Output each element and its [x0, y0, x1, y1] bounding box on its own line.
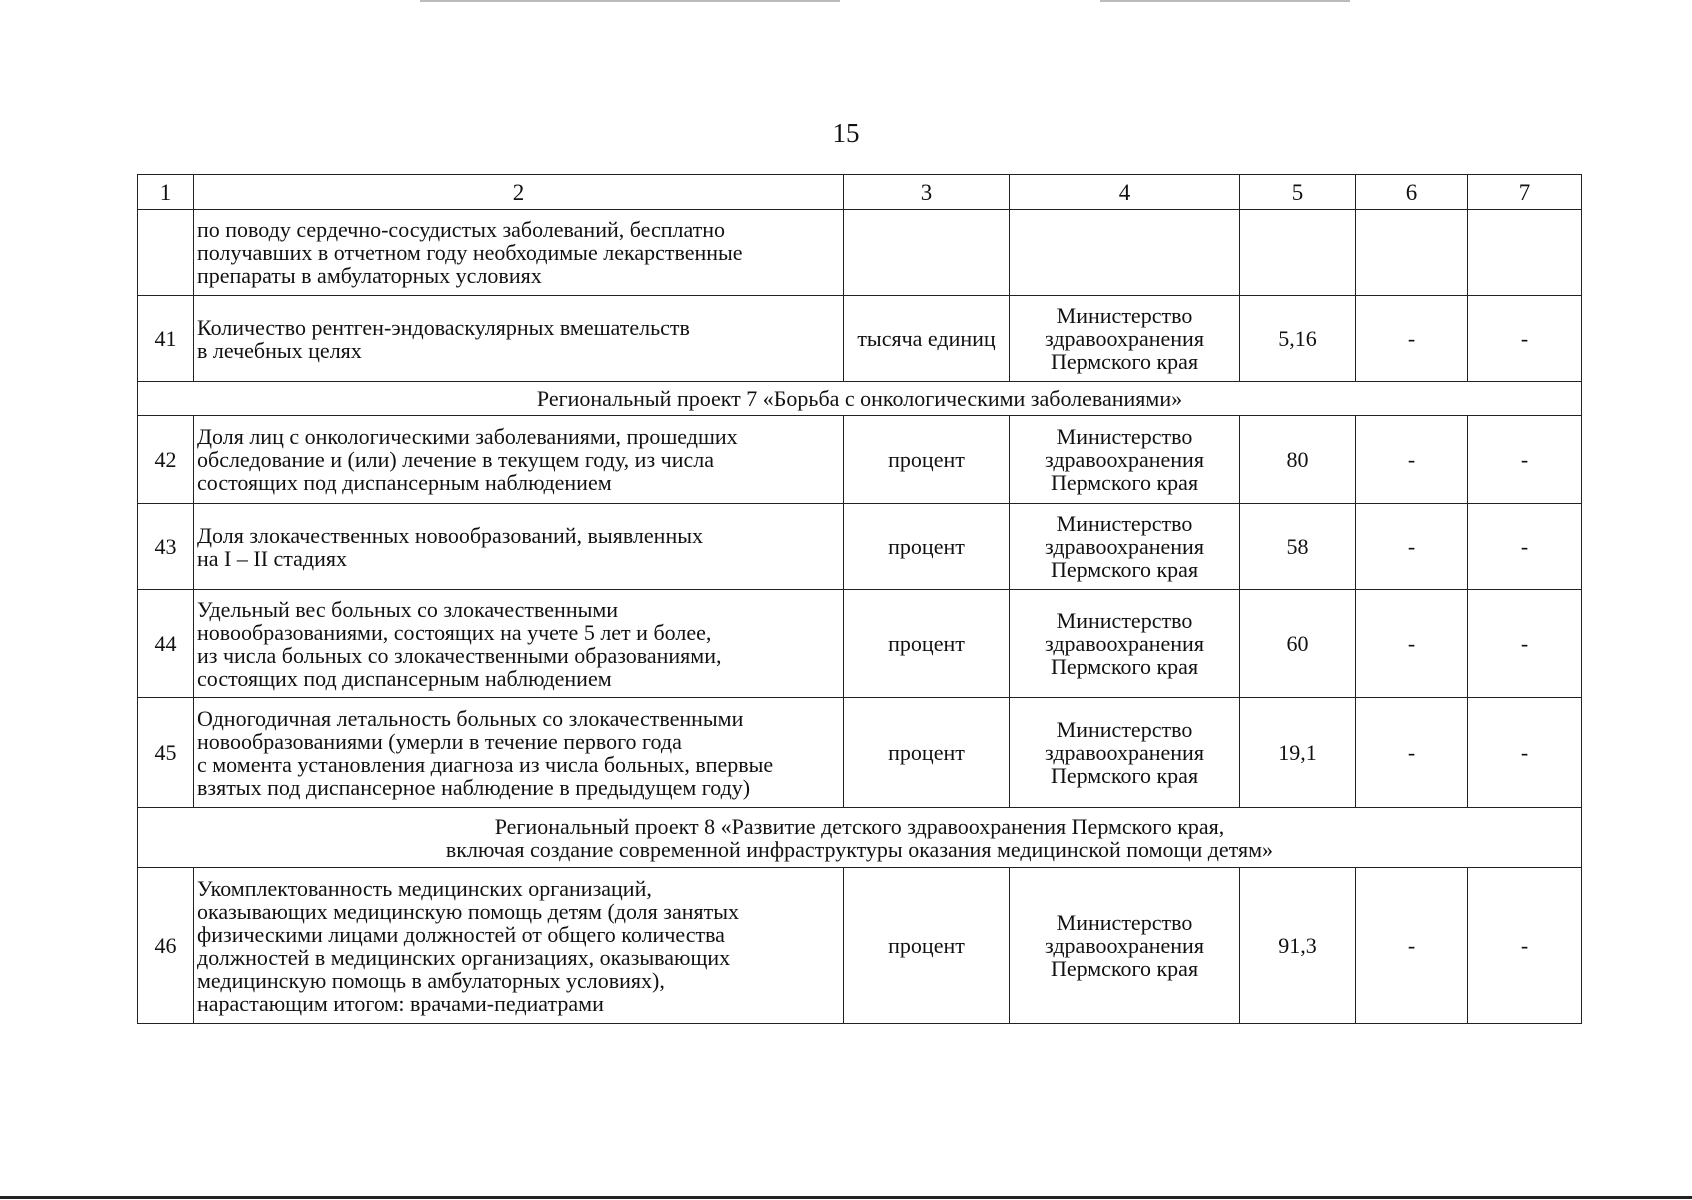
indicator-name-line: состоящих под диспансерным наблюдением — [197, 470, 612, 495]
table-row-46 — [138, 868, 1582, 1024]
column-7-cell: - — [1468, 504, 1582, 590]
column-number-5: 5 — [1240, 175, 1356, 210]
scan-edge-line — [420, 0, 840, 2]
indicator-name-line: физическими лицами должностей от общего количества — [197, 921, 725, 947]
responsible-line: здравоохранения — [1045, 933, 1204, 958]
indicator-name-line: оказывающих медицинскую помощь детям (доля занятых — [197, 898, 740, 924]
section-title-line: Региональный проект 7 «Борьба с онкологическими заболеваниями» — [536, 386, 1183, 411]
column-number-7: 7 — [1468, 175, 1582, 210]
responsible-cell — [1010, 210, 1240, 296]
responsible-line: Пермского края — [1050, 349, 1199, 374]
table-row-45 — [138, 698, 1582, 808]
table-row-41 — [138, 296, 1582, 382]
section-row-project-8 — [138, 808, 1582, 868]
responsible-line: Пермского края — [1050, 763, 1199, 788]
responsible-line: здравоохранения — [1045, 631, 1204, 656]
row-number-cell: 41 — [138, 296, 194, 382]
indicator-name-cell — [194, 210, 844, 296]
indicator-name-line: должностей в медицинских организациях, оказывающих — [197, 944, 731, 970]
table-row-continuation — [138, 210, 1582, 296]
indicator-name-line: Количество рентген-эндоваскулярных вмешательств — [197, 314, 690, 340]
indicator-name-line: из числа больных со злокачественными образованиями, — [197, 642, 722, 668]
value-cell — [1240, 210, 1356, 296]
indicator-name-line: получавших в отчетном году необходимые лекарственные — [197, 240, 743, 265]
responsible-cell — [1010, 296, 1240, 382]
indicator-name-line: обследование и (или) лечение в текущем году, из числа — [197, 447, 714, 472]
responsible-line: Министерство — [1056, 511, 1193, 536]
unit-cell: процент — [844, 868, 1010, 1024]
indicators-table — [137, 174, 1582, 1024]
column-6-cell: - — [1356, 416, 1468, 504]
indicator-name-line: препараты в амбулаторных условиях — [197, 263, 542, 288]
indicator-name-cell — [194, 416, 844, 504]
column-number-4: 4 — [1010, 175, 1240, 210]
indicator-name-cell — [194, 504, 844, 590]
column-number-1: 1 — [138, 175, 194, 210]
responsible-line: Министерство — [1056, 910, 1193, 935]
value-cell: 60 — [1240, 590, 1356, 698]
responsible-line: здравоохранения — [1045, 447, 1204, 472]
indicator-name-line: по поводу сердечно-сосудистых заболеваний, бесплатно — [197, 217, 726, 242]
responsible-line: Министерство — [1056, 717, 1193, 742]
responsible-cell — [1010, 590, 1240, 698]
table-row-43 — [138, 504, 1582, 590]
value-cell: 58 — [1240, 504, 1356, 590]
row-number-cell: 44 — [138, 590, 194, 698]
responsible-line: здравоохранения — [1045, 326, 1204, 351]
indicator-name-line: на I – II стадиях — [197, 545, 348, 571]
column-6-cell — [1356, 210, 1468, 296]
indicator-name-line: Укомплектованность медицинских организаций, — [197, 875, 652, 901]
row-number-cell — [138, 210, 194, 296]
responsible-cell — [1010, 868, 1240, 1024]
responsible-line: здравоохранения — [1045, 534, 1204, 559]
indicator-name-line: состоящих под диспансерным наблюдением — [197, 665, 612, 691]
indicator-name-line: медицинскую помощь в амбулаторных условиях), — [197, 967, 665, 993]
section-title-cell — [138, 382, 1582, 416]
indicator-name-line: в лечебных целях — [197, 337, 362, 363]
column-number-header-row — [138, 175, 1582, 210]
indicator-name-line: новообразованиями (умерли в течение первого года — [197, 728, 682, 754]
column-number-6: 6 — [1356, 175, 1468, 210]
scan-edge-line — [1100, 0, 1350, 2]
responsible-line: Пермского края — [1050, 557, 1199, 582]
column-7-cell: - — [1468, 698, 1582, 808]
value-cell: 19,1 — [1240, 698, 1356, 808]
responsible-cell — [1010, 504, 1240, 590]
column-6-cell: - — [1356, 504, 1468, 590]
responsible-line: Министерство — [1056, 303, 1193, 328]
indicator-name-line: с момента установления диагноза из числа больных, впервые — [197, 751, 774, 777]
responsible-cell — [1010, 698, 1240, 808]
column-7-cell: - — [1468, 416, 1582, 504]
row-number-cell: 45 — [138, 698, 194, 808]
indicator-name-line: Доля лиц с онкологическими заболеваниями, прошедших — [197, 424, 738, 449]
value-cell: 5,16 — [1240, 296, 1356, 382]
value-cell: 91,3 — [1240, 868, 1356, 1024]
unit-cell: процент — [844, 504, 1010, 590]
row-number-cell: 42 — [138, 416, 194, 504]
indicator-name-line: Доля злокачественных новообразований, выявленных — [197, 522, 703, 548]
column-7-cell — [1468, 210, 1582, 296]
row-number-cell: 46 — [138, 868, 194, 1024]
indicator-name-cell — [194, 296, 844, 382]
section-row-project-7 — [138, 382, 1582, 416]
responsible-line: Министерство — [1056, 424, 1193, 449]
unit-cell: процент — [844, 416, 1010, 504]
section-title-line: включая создание современной инфраструктуры оказания медицинской помощи детям» — [445, 836, 1274, 862]
scan-edge-line — [0, 1196, 1692, 1199]
responsible-line: Пермского края — [1050, 654, 1199, 679]
column-7-cell: - — [1468, 868, 1582, 1024]
value-cell: 80 — [1240, 416, 1356, 504]
indicator-name-line: Удельный вес больных со злокачественными — [197, 596, 619, 622]
indicator-name-line: нарастающим итогом: врачами-педиатрами — [197, 990, 604, 1016]
responsible-cell — [1010, 416, 1240, 504]
column-6-cell: - — [1356, 698, 1468, 808]
page-number: 15 — [832, 118, 860, 148]
section-title-cell — [138, 808, 1582, 868]
indicator-name-line: взятых под диспансерное наблюдение в предыдущем году) — [197, 774, 751, 800]
responsible-line: Пермского края — [1050, 470, 1199, 495]
indicator-name-cell — [194, 868, 844, 1024]
row-number-cell: 43 — [138, 504, 194, 590]
unit-cell: тысяча единиц — [844, 296, 1010, 382]
column-7-cell: - — [1468, 590, 1582, 698]
indicator-name-cell — [194, 590, 844, 698]
unit-cell: процент — [844, 590, 1010, 698]
table-row-44 — [138, 590, 1582, 698]
unit-cell — [844, 210, 1010, 296]
column-6-cell: - — [1356, 296, 1468, 382]
section-title-line: Региональный проект 8 «Развитие детского здравоохранения Пермского края, — [494, 813, 1225, 839]
responsible-line: здравоохранения — [1045, 740, 1204, 765]
responsible-line: Пермского края — [1050, 956, 1199, 981]
indicator-name-line: новообразованиями, состоящих на учете 5 лет и более, — [197, 619, 712, 645]
column-number-2: 2 — [194, 175, 844, 210]
table-row-42 — [138, 416, 1582, 504]
indicator-name-cell — [194, 698, 844, 808]
column-6-cell: - — [1356, 868, 1468, 1024]
column-number-3: 3 — [844, 175, 1010, 210]
indicator-name-line: Одногодичная летальность больных со злокачественными — [197, 705, 744, 731]
unit-cell: процент — [844, 698, 1010, 808]
responsible-line: Министерство — [1056, 608, 1193, 633]
column-7-cell: - — [1468, 296, 1582, 382]
column-6-cell: - — [1356, 590, 1468, 698]
